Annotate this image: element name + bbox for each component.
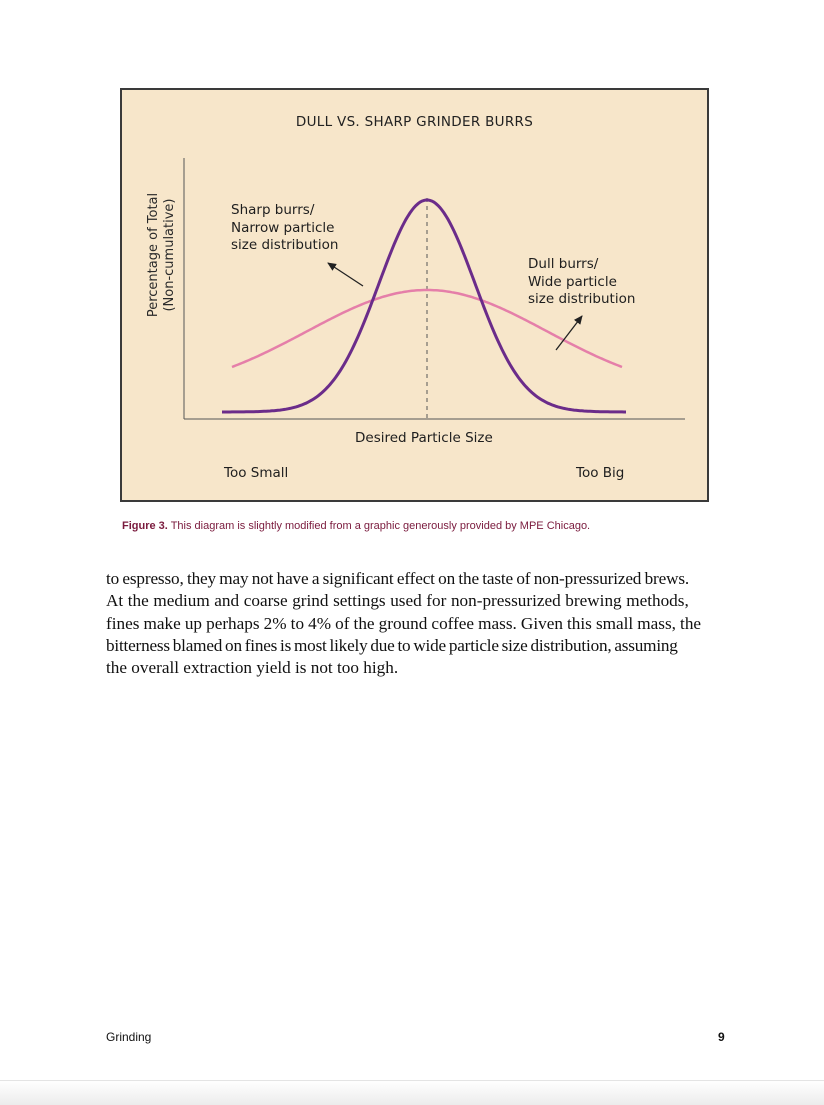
body-line: to espresso, they may not have a significant effect on the taste of non-pressurized brews.: [106, 569, 690, 588]
body-line: At the medium and coarse grind settings used for non-pressurized brewing methods,: [106, 591, 689, 611]
y-axis-label-line2: (Non-cumulative): [162, 198, 177, 312]
body-line: the overall extraction yield is not too high.: [106, 658, 399, 678]
too-big-label: Too Big: [576, 465, 625, 481]
chart-title: DULL VS. SHARP GRINDER BURRS: [295, 114, 534, 130]
sharp-burrs-label: Sharp burrs/ Narrow particle size distribution: [231, 202, 339, 253]
too-small-label: Too Small: [224, 465, 289, 481]
dull-arrow: [556, 316, 582, 350]
figure-box: [120, 88, 709, 502]
figure-caption-text: This diagram is slightly modified from a graphic generously provided by MPE Chicago.: [170, 520, 591, 532]
figure-caption-label: Figure 3.: [122, 520, 168, 532]
y-axis-label: [140, 160, 184, 350]
viewer-bottom-edge: [0, 1080, 824, 1105]
body-paragraph: [106, 568, 726, 679]
page-number: 9: [718, 1030, 725, 1044]
footer-section-name: Grinding: [106, 1030, 152, 1044]
figure-caption: [122, 520, 722, 532]
y-axis-label-line1: Percentage of Total: [146, 192, 161, 318]
dull-burrs-label: Dull burrs/ Wide particle size distribution: [528, 256, 636, 307]
sharp-arrow: [328, 263, 363, 286]
body-line: fines make up perhaps 2% to 4% of the ground coffee mass. Given this small mass, the: [106, 613, 702, 633]
x-axis-label: Desired Particle Size: [355, 430, 493, 446]
body-line: bitterness blamed on fines is most likely due to wide particle size distribution, assuming: [106, 635, 678, 655]
